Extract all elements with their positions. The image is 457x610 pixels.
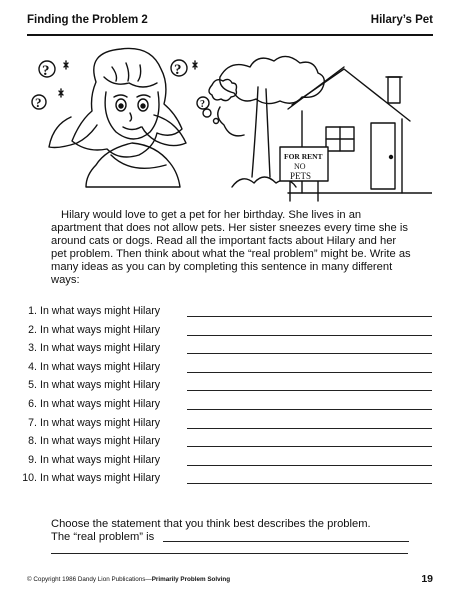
prompt-number: 7. <box>28 416 37 429</box>
prompt-row <box>19 398 439 417</box>
prompt-row <box>19 454 439 473</box>
worksheet-subtitle: Hilary’s Pet <box>370 14 433 26</box>
answer-line[interactable] <box>187 446 432 447</box>
copyright-text: © Copyright 1986 Dandy Lion Publications—Primarily Problem Solving <box>27 576 231 583</box>
swirl-icon <box>193 61 197 69</box>
prompt-list <box>19 305 439 491</box>
prompt-row <box>19 435 439 454</box>
answer-line[interactable] <box>187 409 432 410</box>
prompt-text: In what ways might Hilary <box>40 342 161 355</box>
prompt-number: 5. <box>28 379 37 392</box>
svg-text:?: ? <box>35 95 42 110</box>
choose-instruction: Choose the statement that you think best describes the problem. <box>51 518 371 530</box>
answer-line[interactable] <box>187 428 432 429</box>
question-mark-icon <box>171 60 187 78</box>
answer-line[interactable] <box>187 465 432 466</box>
swirl-icon <box>59 89 63 97</box>
svg-text:?: ? <box>42 63 50 79</box>
prompt-number: 8. <box>28 435 37 448</box>
question-mark-icon <box>32 95 46 110</box>
prompt-number: 2. <box>28 323 37 336</box>
thought-bubble <box>209 79 237 100</box>
svg-text:?: ? <box>174 62 182 78</box>
real-problem-row <box>51 531 431 544</box>
answer-line[interactable] <box>187 353 432 354</box>
prompt-row <box>19 417 439 436</box>
prompt-number: 4. <box>28 360 37 373</box>
girl-illustration <box>49 48 186 187</box>
prompt-number: 3. <box>28 342 37 355</box>
prompt-text: In what ways might Hilary <box>40 416 161 429</box>
prompt-row <box>19 472 439 491</box>
prompt-row <box>19 379 439 398</box>
svg-text:?: ? <box>200 99 205 110</box>
page-number: 19 <box>421 573 433 585</box>
prompt-number: 1. <box>28 305 37 317</box>
illustration <box>26 47 432 207</box>
prompt-number: 6. <box>28 397 37 410</box>
answer-line[interactable] <box>187 372 432 373</box>
sign-text-for-rent: FOR RENT <box>284 152 323 161</box>
intro-text: Hilary would love to get a pet for her birthday. She lives in an apartment that does not allow pets. Her sister sneezes every time she is around cats or dogs. Read all the important facts about Hilary and her pet problem. Then think about what the “real problem” might be. Write as many ideas as you can by completing this sentence in many different ways: <box>51 209 411 287</box>
prompt-row <box>19 361 439 380</box>
choose-section <box>51 518 431 544</box>
prompt-row <box>19 342 439 361</box>
sign-text-no: NO <box>294 162 306 171</box>
answer-line[interactable] <box>187 335 432 336</box>
answer-line[interactable] <box>187 483 432 484</box>
swirl-icon <box>64 61 68 69</box>
worksheet-title: Finding the Problem 2 <box>27 14 148 26</box>
prompt-text: In what ways might Hilary <box>40 472 161 485</box>
answer-line[interactable] <box>187 316 432 317</box>
prompt-number: 10. <box>22 472 37 485</box>
prompt-text: In what ways might Hilary <box>40 397 161 410</box>
sign-text-pets: PETS <box>290 171 312 181</box>
prompt-row <box>19 324 439 343</box>
answer-line[interactable] <box>187 390 432 391</box>
prompt-text: In what ways might Hilary <box>40 453 161 466</box>
page-footer <box>27 573 433 587</box>
prompt-text: In what ways might Hilary <box>40 379 161 392</box>
prompt-number: 9. <box>28 453 37 466</box>
intro-paragraph <box>51 209 411 288</box>
real-problem-label: The “real problem” is <box>51 531 155 544</box>
prompt-text: In what ways might Hilary <box>40 360 161 373</box>
prompt-text: In what ways might Hilary <box>40 305 161 317</box>
question-mark-icon <box>197 97 209 110</box>
question-mark-icon <box>39 61 55 79</box>
prompt-text: In what ways might Hilary <box>40 435 161 448</box>
book-title: Primarily Problem Solving <box>151 576 231 583</box>
real-problem-line[interactable] <box>163 541 409 542</box>
header-rule <box>27 34 433 36</box>
prompt-text: In what ways might Hilary <box>40 323 161 336</box>
house-illustration <box>218 56 432 201</box>
prompt-row <box>19 305 439 324</box>
real-problem-line-2[interactable] <box>51 553 408 554</box>
